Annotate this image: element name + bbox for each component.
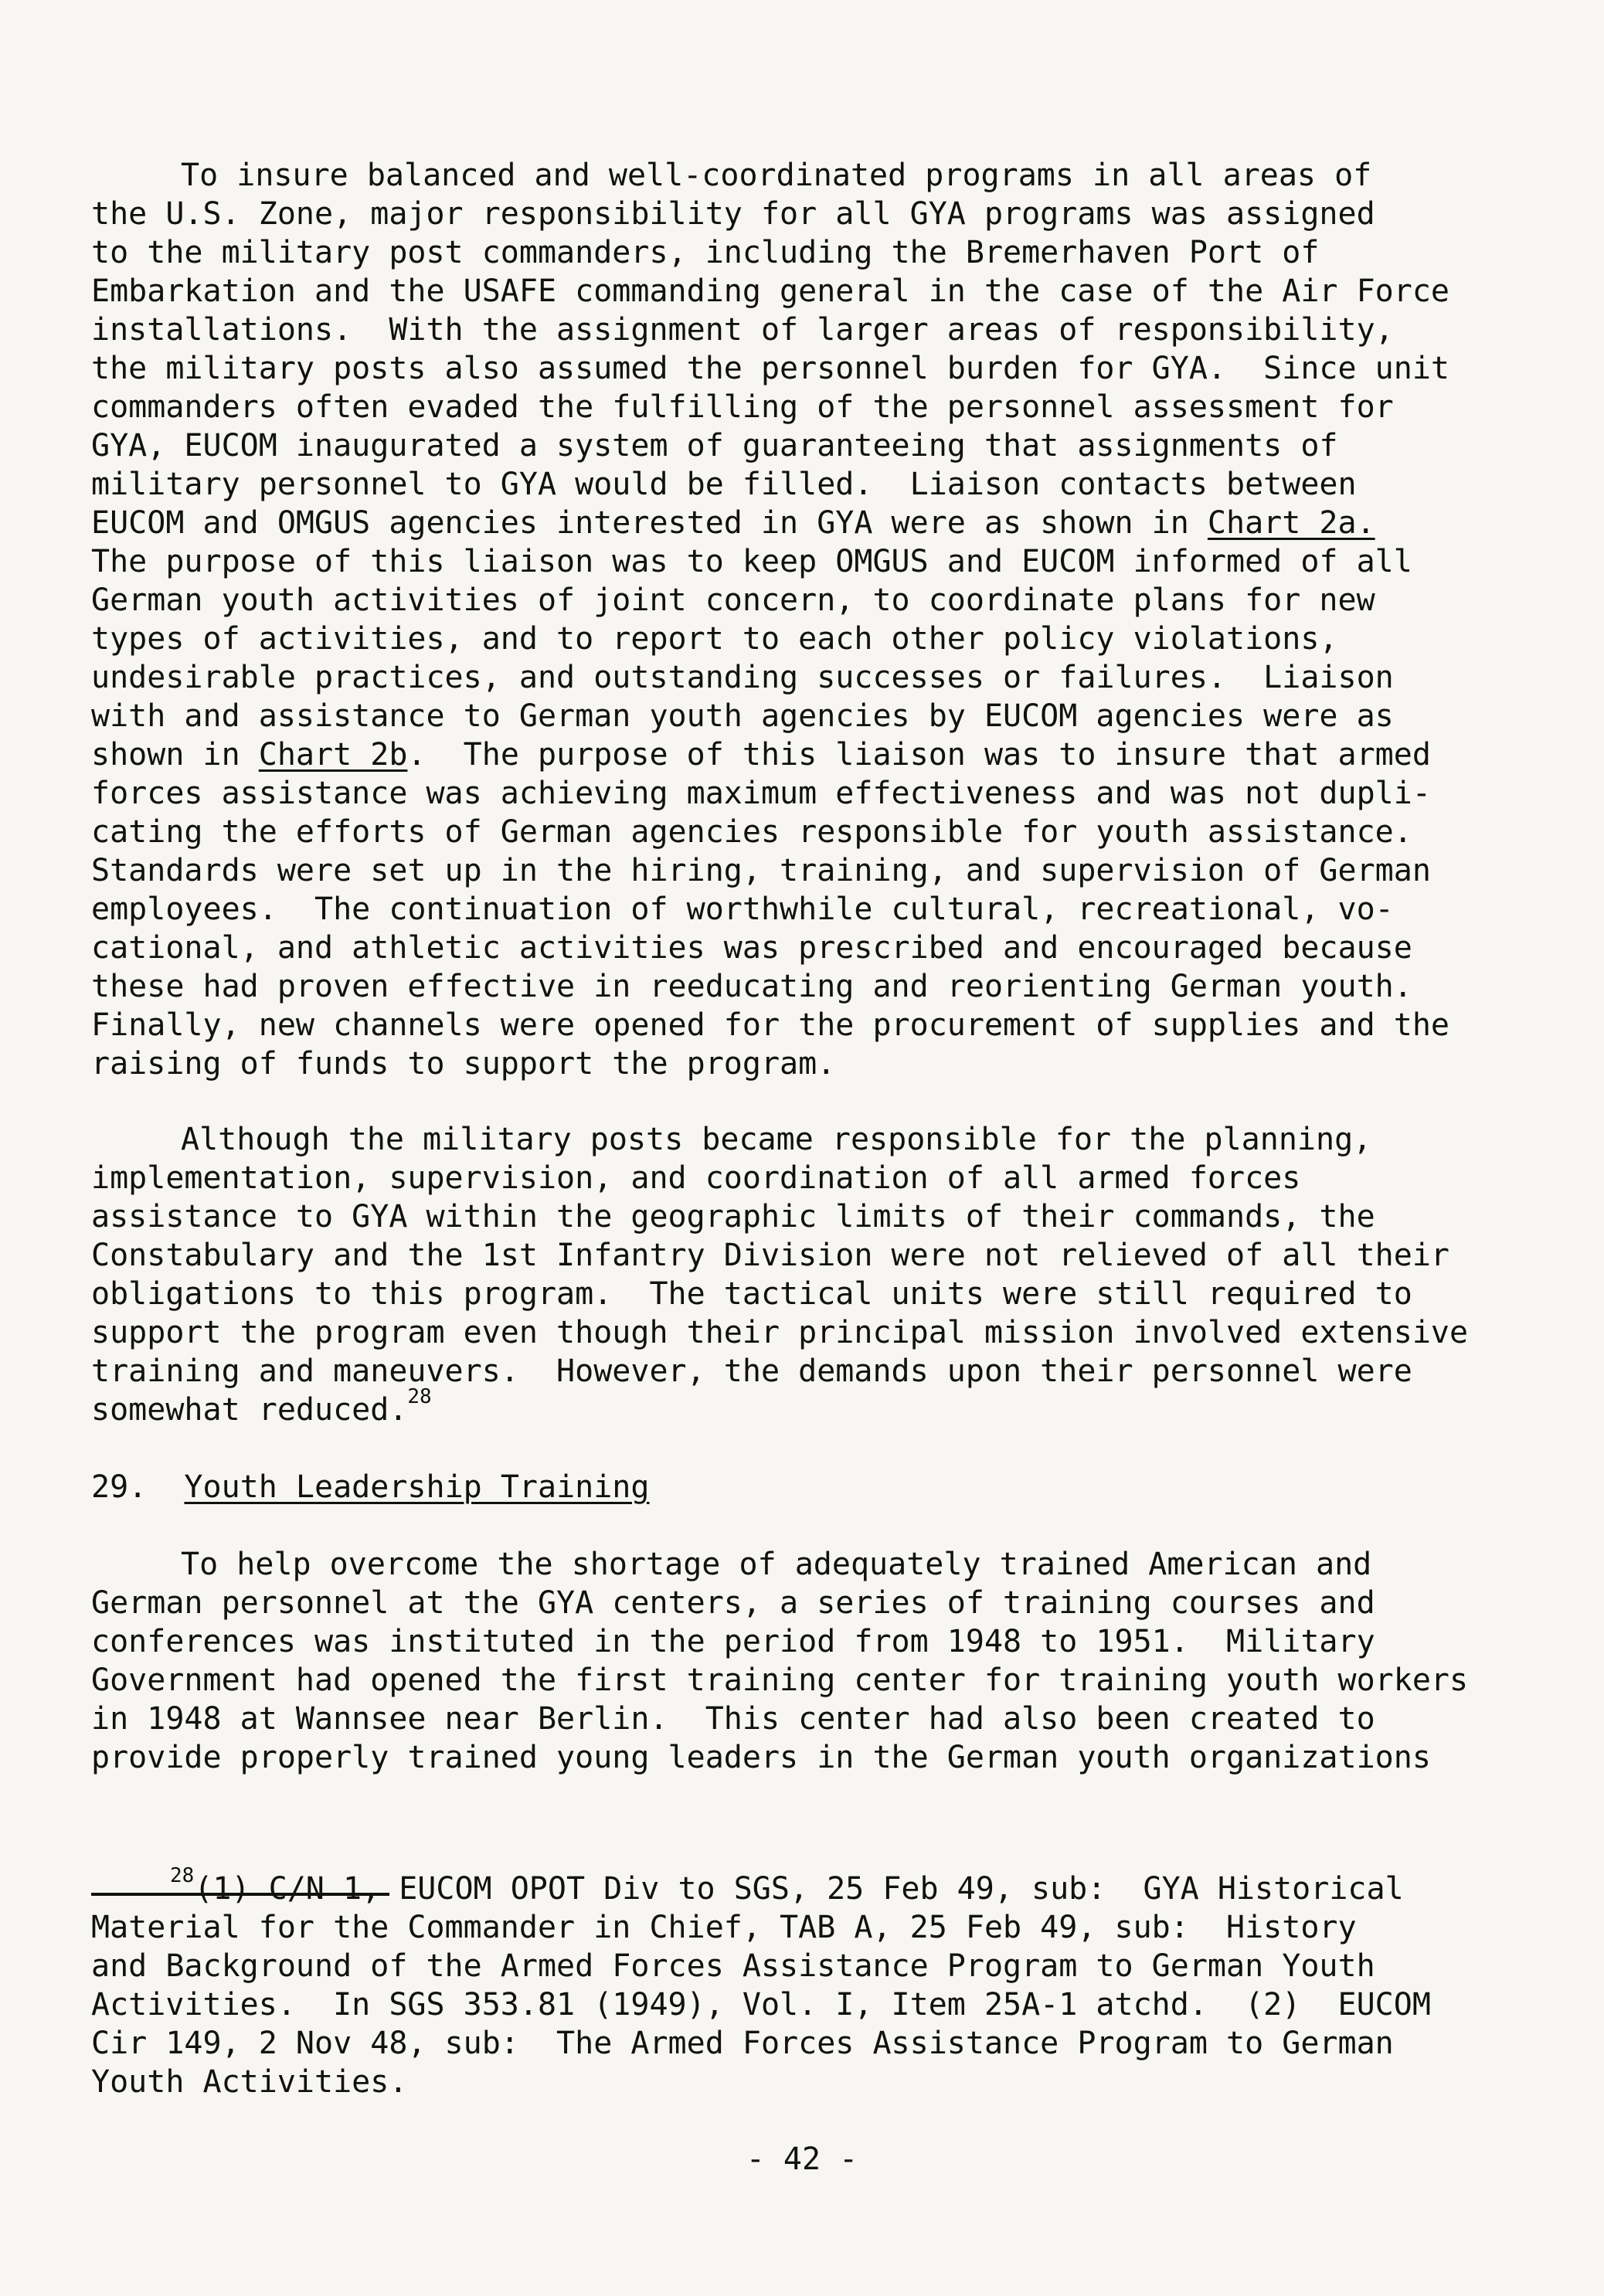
text-line: German youth activities of joint concern, to coordinate plans for new xyxy=(91,582,1375,618)
page-number: - 42 - xyxy=(746,2141,858,2177)
section-number: 29. xyxy=(91,1469,148,1505)
footnote-line: Cir 149, 2 Nov 48, sub: The Armed Forces Assistance Program to German xyxy=(91,2026,1394,2061)
text-line: military personnel to GYA would be filled. Liaison contacts between xyxy=(91,467,1357,502)
footnote-line: and Background of the Armed Forces Assistance Program to German Youth xyxy=(91,1948,1375,1984)
text-line: the military posts also assumed the personnel burden for GYA. Since unit xyxy=(91,351,1449,386)
text-segment: (1) C/N 1, EUCOM OPOT Div to SGS, 25 Feb 49, sub: GYA Historical xyxy=(194,1871,1404,1907)
text-segment: . The purpose of this liaison was to insure that armed xyxy=(407,737,1431,773)
text-line xyxy=(91,1385,432,1433)
text-line: undesirable practices, and outstanding successes or failures. Liaison xyxy=(91,660,1394,695)
text-line: employees. The continuation of worthwhile cultural, recreational, vo- xyxy=(91,892,1394,927)
text-line: Constabulary and the 1st Infantry Division were not relieved of all their xyxy=(91,1238,1449,1273)
text-line: with and assistance to German youth agencies by EUCOM agencies were as xyxy=(91,698,1394,734)
footnote-line: Youth Activities. xyxy=(91,2064,408,2100)
text-line: to the military post commanders, including the Bremerhaven Port of xyxy=(91,235,1320,270)
text-line: To help overcome the shortage of adequately trained American and xyxy=(181,1547,1372,1582)
text-line xyxy=(91,735,1431,774)
text-line: To insure balanced and well-coordinated programs in all areas of xyxy=(181,158,1372,193)
text-line: forces assistance was achieving maximum effectiveness and was not dupli- xyxy=(91,776,1431,811)
footnote-number: 28 xyxy=(170,1864,195,1887)
text-line: Standards were set up in the hiring, training, and supervision of German xyxy=(91,853,1431,888)
text-line: conferences was instituted in the period from 1948 to 1951. Military xyxy=(91,1624,1375,1659)
text-line xyxy=(91,504,1375,542)
chart-2b-reference: Chart 2b xyxy=(258,737,408,773)
text-segment: somewhat reduced. xyxy=(91,1392,408,1428)
footnote-line: Activities. In SGS 353.81 (1949), Vol. I, Item 25A-1 atchd. (2) EUCOM xyxy=(91,1987,1431,2023)
text-line: GYA, EUCOM inaugurated a system of guaranteeing that assignments of xyxy=(91,428,1338,464)
text-line: training and maneuvers. However, the demands upon their personnel were xyxy=(91,1353,1412,1389)
text-line: in 1948 at Wannsee near Berlin. This center had also been created to xyxy=(91,1701,1375,1737)
section-heading xyxy=(91,1468,649,1506)
footnote-line: Material for the Commander in Chief, TAB A, 25 Feb 49, sub: History xyxy=(91,1910,1357,1945)
text-line: installations. With the assignment of larger areas of responsibility, xyxy=(91,312,1394,348)
text-line: German personnel at the GYA centers, a series of training courses and xyxy=(91,1585,1375,1621)
footnote-line xyxy=(170,1864,1404,1912)
text-line: cational, and athletic activities was prescribed and encouraged because xyxy=(91,930,1412,966)
text-segment: shown in xyxy=(91,737,259,773)
text-line: commanders often evaded the fulfilling of the personnel assessment for xyxy=(91,389,1394,425)
text-segment: EUCOM and OMGUS agencies interested in GYA were as shown in xyxy=(91,505,1208,541)
text-line: the U.S. Zone, major responsibility for all GYA programs was assigned xyxy=(91,196,1375,232)
text-line: these had proven effective in reeducating and reorienting German youth. xyxy=(91,969,1412,1004)
text-line: Government had opened the first training center for training youth workers xyxy=(91,1663,1469,1698)
text-line: implementation, supervision, and coordination of all armed forces xyxy=(91,1160,1301,1196)
text-line: obligations to this program. The tactical units were still required to xyxy=(91,1276,1412,1312)
text-line: provide properly trained young leaders in the German youth organizations xyxy=(91,1740,1431,1775)
text-line: types of activities, and to report to each other policy violations, xyxy=(91,621,1338,657)
text-line: cating the efforts of German agencies responsible for youth assistance. xyxy=(91,814,1412,850)
footnote-reference: 28 xyxy=(407,1385,432,1408)
text-line: assistance to GYA within the geographic limits of their commands, the xyxy=(91,1199,1375,1235)
text-line: Embarkation and the USAFE commanding general in the case of the Air Force xyxy=(91,273,1449,309)
text-line: support the program even though their principal mission involved extensive xyxy=(91,1315,1469,1350)
section-title: Youth Leadership Training xyxy=(184,1469,650,1505)
text-line: raising of funds to support the program. xyxy=(91,1046,836,1082)
text-line: Finally, new channels were opened for the procurement of supplies and the xyxy=(91,1007,1449,1043)
chart-2a-reference: Chart 2a. xyxy=(1207,505,1375,541)
text-line: Although the military posts became responsible for the planning, xyxy=(181,1122,1372,1157)
text-line: The purpose of this liaison was to keep OMGUS and EUCOM informed of all xyxy=(91,544,1412,579)
